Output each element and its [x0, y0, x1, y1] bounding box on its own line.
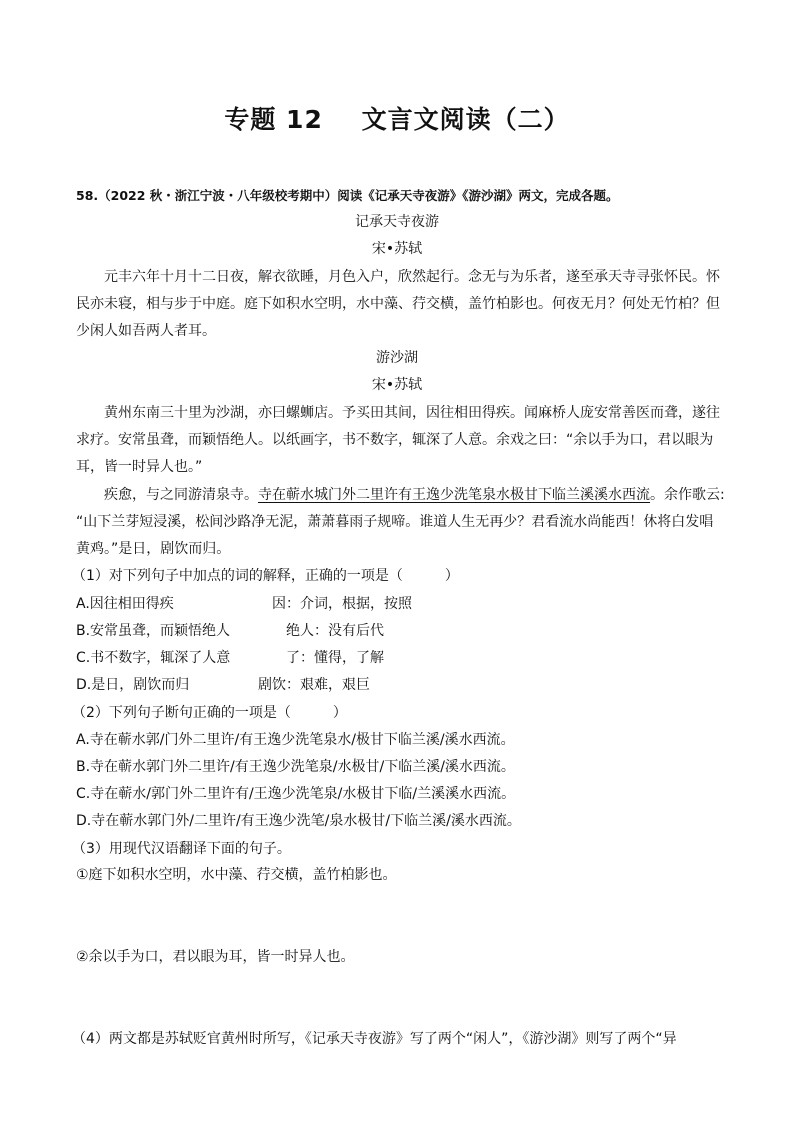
text1-line-1: 元丰六年十月十二日夜，解衣欲睡，月色入户，欣然起行。念无与为乐者，遂至承天寺寻张怀民。怀: [104, 269, 720, 285]
q1-option-d-sentence: D.是日，剧饮而归: [76, 677, 190, 693]
q2-stem: （2）下列句子断句正确的一项是（ ）: [72, 705, 347, 721]
q1-stem: （1）对下列句子中加点的词的解释，正确的一项是（ ）: [72, 568, 459, 584]
q1-option-b-sentence: B.安常虽聋，而颖悟绝人: [76, 623, 231, 639]
q4-stem: （4）两文都是苏轼贬官黄州时所写，《记承天寺夜游》写了两个“闲人”，《游沙湖》则写了两个“异: [72, 1031, 677, 1047]
text1-title: 记承天寺夜游: [355, 214, 439, 230]
q1-option-c-gloss: 了：懂得，了解: [286, 650, 384, 666]
text2-title: 游沙湖: [376, 350, 418, 366]
text2-p2-line-1: [104, 486, 726, 504]
q1-option-d-gloss: 剧饮：艰难，艰巨: [258, 677, 370, 693]
text1-line-3: 少闲人如吾两人者耳。: [76, 323, 216, 339]
q1-option-a-sentence: A.因往相田得疾: [76, 596, 174, 612]
text2-line-1: 黄州东南三十里为沙湖，亦曰螺蛳店。予买田其间，因往相田得疾。闻麻桥人庞安常善医而聋，遂往: [104, 405, 720, 421]
text1-author: 宋•苏轼: [371, 241, 423, 257]
q3-sentence-1: ①庭下如积水空明，水中藻、荇交横，盖竹柏影也。: [76, 867, 397, 883]
q2-option-d: D.寺在蕲水郭门外/二里许/有王逸少洗笔/泉水极甘/下临兰溪/溪水西流。: [76, 813, 521, 829]
text1-line-2: 民亦未寝，相与步于中庭。庭下如积水空明，水中藻、荇交横，盖竹柏影也。何夜无月？何处无竹柏？但: [76, 296, 720, 312]
text2-p2-end: 。余作歌云:: [650, 487, 725, 503]
text2-line-2: 求疗。安常虽聋，而颖悟绝人。以纸画字，书不数字，辄深了人意。余戏之曰：“余以手为口，君以眼为: [76, 432, 714, 448]
q2-option-c: C.寺在蕲水/郭门外二里许有/王逸少洗笔泉/水极甘下临/兰溪溪水西流。: [76, 786, 516, 802]
text2-author: 宋•苏轼: [371, 377, 423, 393]
q3-sentence-2: ②余以手为口，君以眼为耳，皆一时异人也。: [76, 949, 355, 965]
text2-p2-line-2: “山下兰芽短浸溪，松间沙路净无泥，萧萧暮雨子规啼。谁道人生无再少？君看流水尚能西！休将白发唱: [76, 514, 714, 530]
q1-option-c-sentence: C.书不数字，辄深了人意: [76, 650, 231, 666]
q1-option-a-gloss: 因：介词，根据，按照: [272, 596, 412, 612]
text2-p2-line-3: 黄鸡。”是日，剧饮而归。: [76, 541, 231, 557]
q2-option-a: A.寺在蕲水郭/门外二里许/有王逸少洗笔泉水/极甘下临兰溪/溪水西流。: [76, 732, 515, 748]
q3-stem: （3）用现代汉语翻译下面的句子。: [72, 841, 291, 857]
text2-underlined-sentence: 寺在蕲水城门外二里许有王逸少洗笔泉水极甘下临兰溪溪水西流: [258, 487, 650, 503]
text2-line-3: 耳，皆一时异人也。”: [76, 459, 203, 475]
question-header: 58.（2022 秋・浙江宁波・八年级校考期中）阅读《记承天寺夜游》《游沙湖》两文，完成各题。: [76, 188, 619, 203]
q1-option-b-gloss: 绝人：没有后代: [286, 623, 384, 639]
text2-p2-start: 疾愈，与之同游清泉寺。: [104, 487, 258, 503]
q2-option-b: B.寺在蕲水郭门外二里许/有王逸少洗笔泉/水极甘/下临兰溪/溪水西流。: [76, 759, 515, 775]
page-title: 专题 12 文言文阅读（二）: [224, 105, 570, 134]
